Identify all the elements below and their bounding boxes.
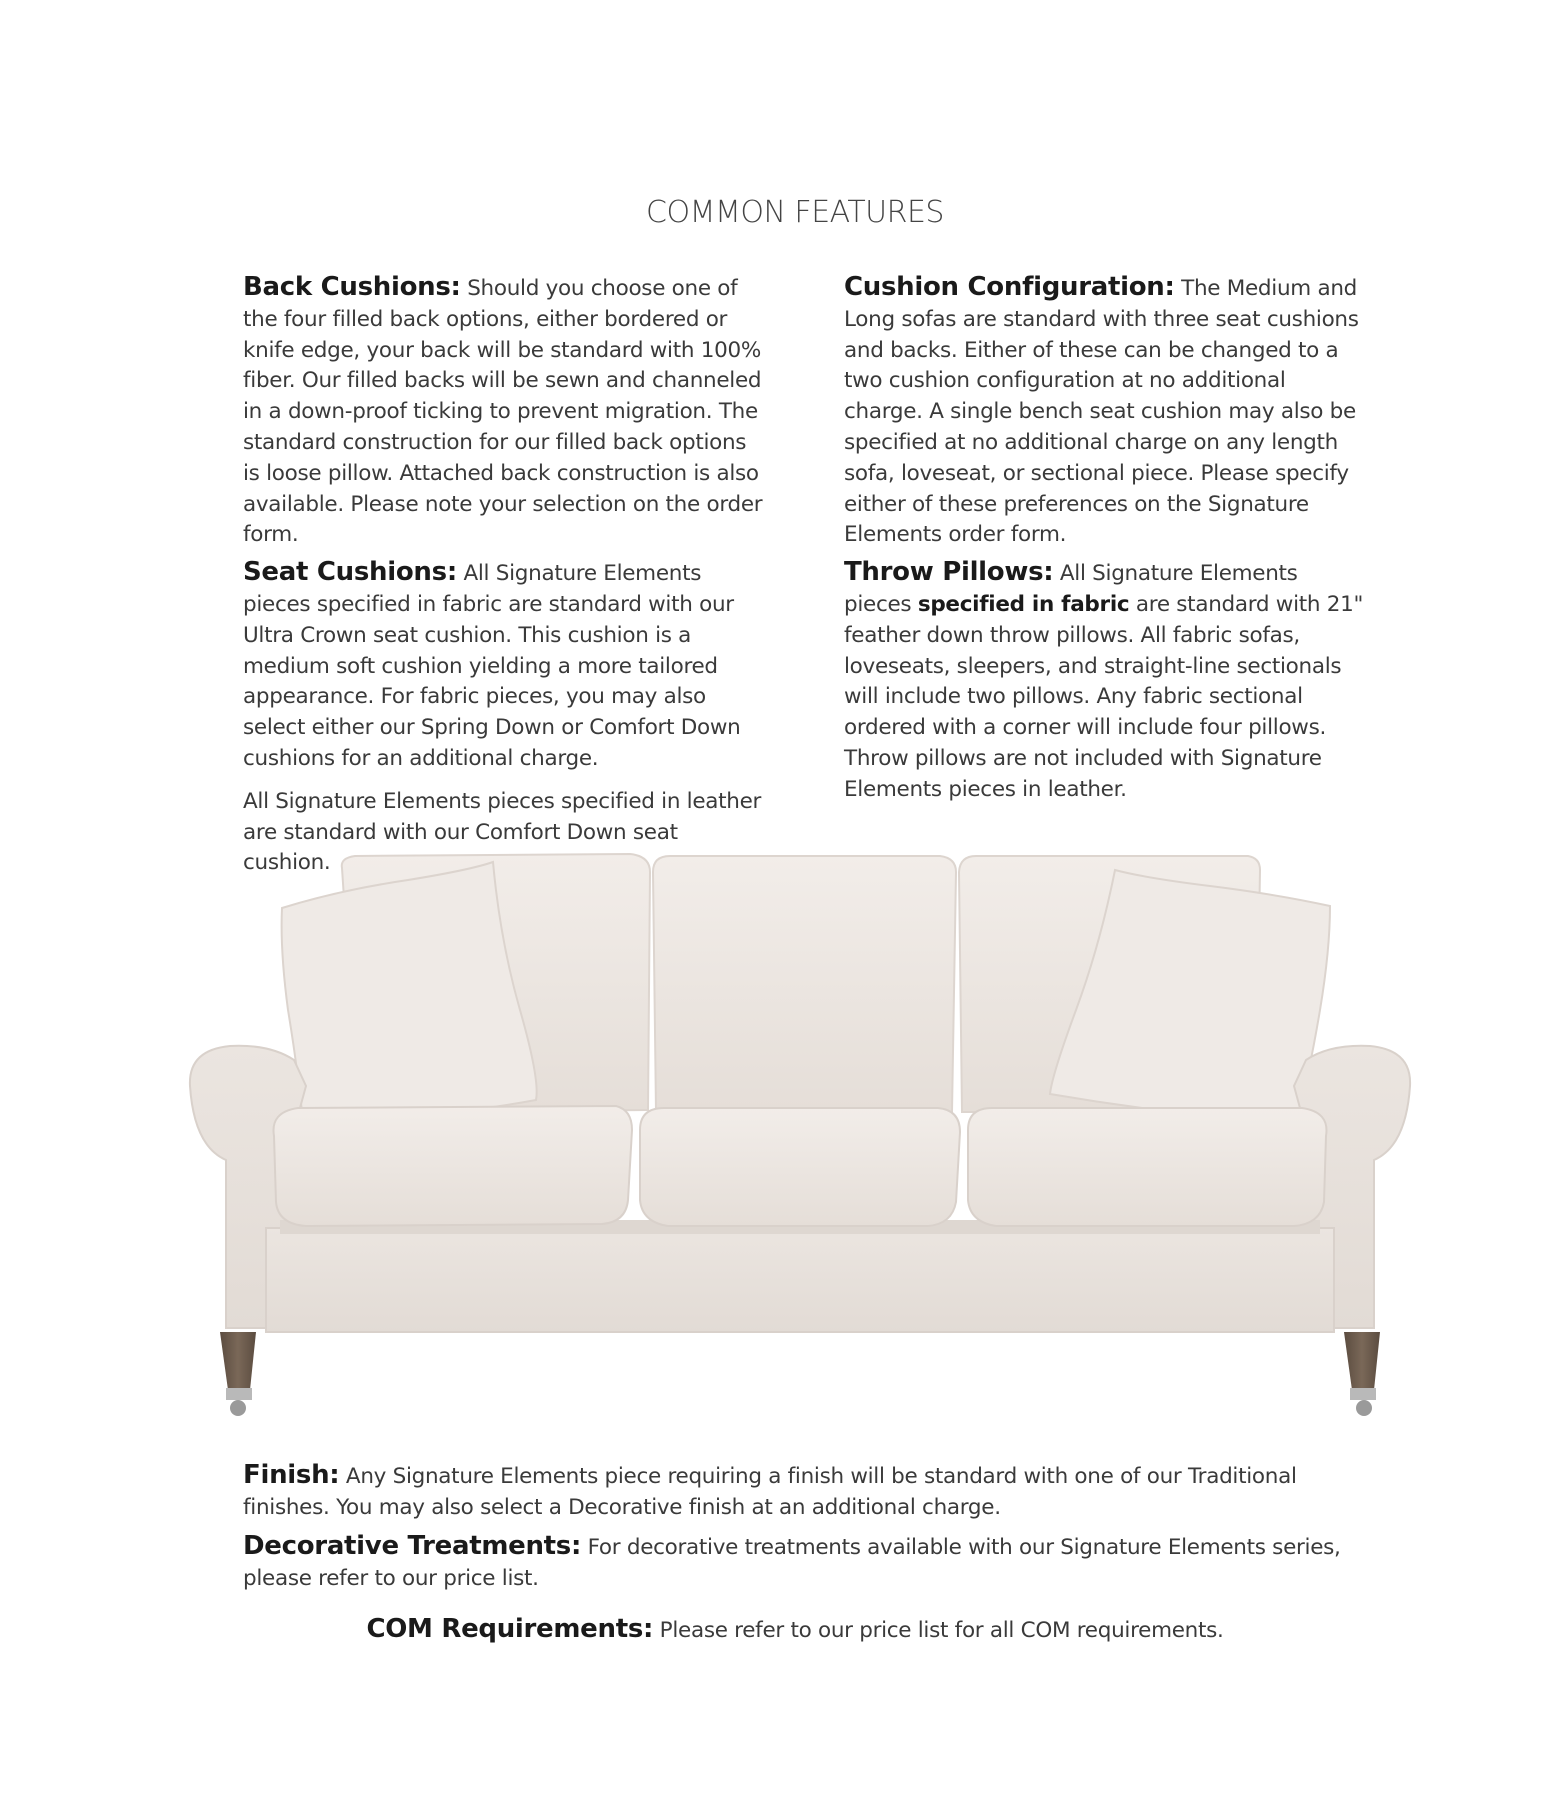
throw-pillows-label: Throw Pillows:	[844, 557, 1054, 588]
seat-cushion-center	[640, 1108, 960, 1226]
cushion-configuration-section	[844, 272, 1364, 551]
decorative-treatments-text: For decorative treatments available with our Signature Elements series, please refer to our price list.	[243, 1535, 1341, 1591]
throw-pillows-section	[844, 557, 1364, 805]
throw-pillows-text-b: are standard with 21" feather down throw pillows. All fabric sofas, loveseats, sleepers, and straight-line sectionals will include two pillows. Any fabric sectional ordered with a corner will include four pillows. Throw pillows are not included with Signature Elements pieces in leather.	[844, 591, 1364, 802]
decorative-treatments-section	[243, 1531, 1363, 1594]
leg-right	[1344, 1332, 1380, 1390]
finish-label: Finish:	[243, 1460, 340, 1490]
seat-cushions-label: Seat Cushions:	[243, 557, 457, 588]
back-cushions-section	[243, 272, 763, 551]
seat-cushion-right	[968, 1108, 1327, 1226]
back-cushions-label: Back Cushions:	[243, 272, 461, 302]
back-cushion-center	[653, 856, 956, 1112]
right-column	[844, 272, 1364, 812]
seat-cushions-section	[243, 557, 763, 775]
sofa-illustration	[170, 850, 1430, 1420]
leather-note: All Signature Elements pieces specified in leather are standard with our Comfort Down seat cushion.	[243, 788, 762, 876]
throw-pillows-text-a: All Signature Elements pieces	[844, 561, 1298, 617]
cushion-configuration-label: Cushion Configuration:	[844, 272, 1175, 302]
left-column	[243, 272, 763, 885]
bottom-section	[243, 1460, 1363, 1602]
finish-section	[243, 1460, 1363, 1523]
seat-cushions-text: All Signature Elements pieces specified in fabric are standard with our Ultra Crown seat cushion. This cushion is a medium soft cushion yielding a more tailored appearance. For fabric pieces, you may also select either our Spring Down or Comfort Down cushions for an additional charge.	[243, 561, 741, 771]
caster-right	[1356, 1400, 1372, 1416]
cushion-configuration-text: The Medium and Long sofas are standard with three seat cushions and backs. Either of these can be changed to a two cushion configuration at no additional charge. A single bench seat cushion may also be specified at no additional charge on any length sofa, loveseat, or sectional piece. Please specify either of these preferences on the Signature Elements order form.	[844, 276, 1359, 548]
seat-cushion-left	[274, 1106, 633, 1226]
back-cushions-text: Should you choose one of the four filled back options, either bordered or knife edge, your back will be standard with 100% fiber. Our filled backs will be sewn and channeled in a down-proof ticking to prevent migration. The standard construction for our filled back options is loose pillow. Attached back construction is also available. Please note your selection on the order form.	[243, 276, 763, 548]
throw-pillow-left	[282, 862, 537, 1140]
com-requirements-label: COM Requirements:	[366, 1614, 654, 1644]
leg-left	[220, 1332, 256, 1390]
page-title: COMMON FEATURES	[646, 195, 944, 230]
ferrule-left	[226, 1388, 252, 1400]
throw-pillows-emphasis: specified in fabric	[917, 591, 1130, 617]
sofa-image	[170, 850, 1430, 1420]
com-requirements-text: Please refer to our price list for all COM requirements.	[653, 1618, 1224, 1643]
ferrule-right	[1350, 1388, 1376, 1400]
decorative-treatments-label: Decorative Treatments:	[243, 1531, 582, 1561]
caster-left	[230, 1400, 246, 1416]
finish-text: Any Signature Elements piece requiring a finish will be standard with one of our Traditional finishes. You may also select a Decorative finish at an additional charge.	[243, 1464, 1297, 1520]
sofa-base	[266, 1228, 1334, 1332]
com-requirements-section	[0, 1614, 1556, 1644]
